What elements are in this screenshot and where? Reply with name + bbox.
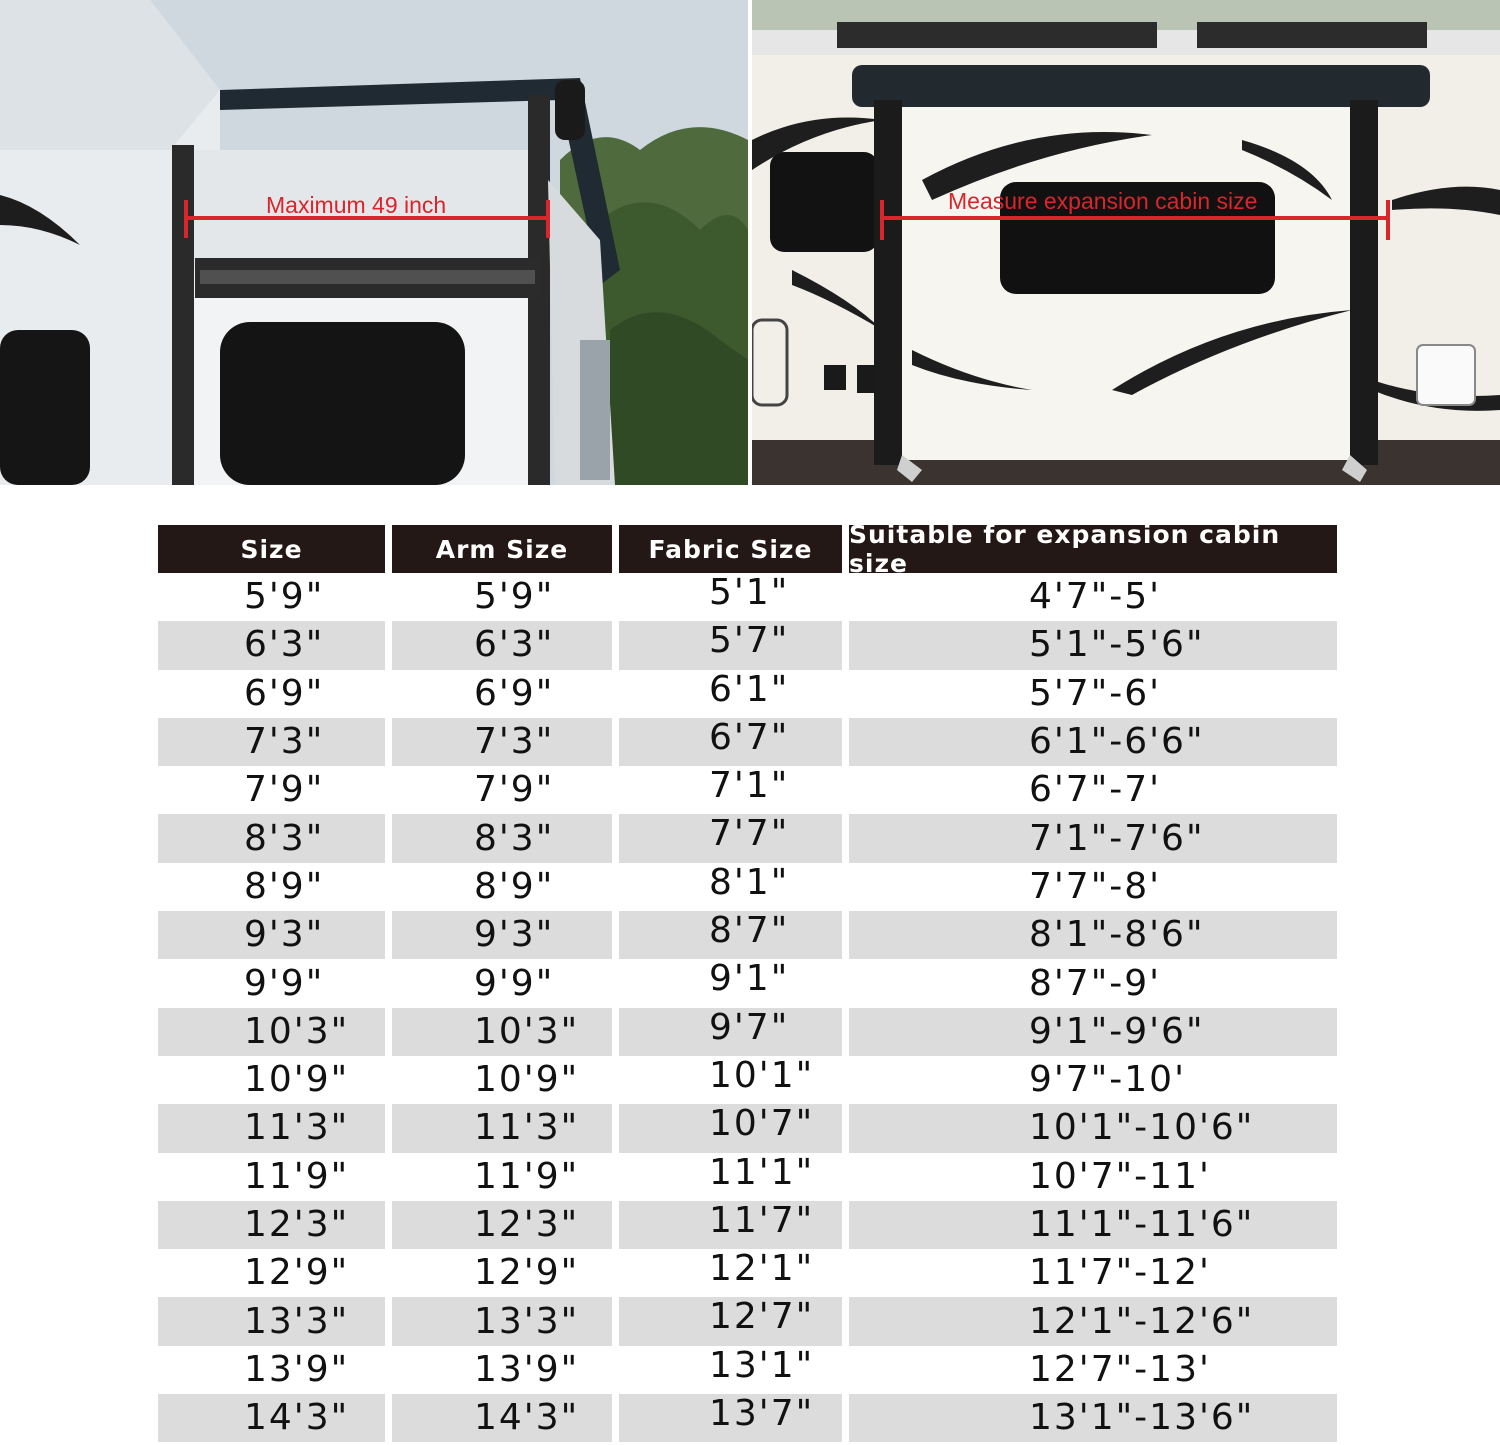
- fabric-size-cell: 12'7": [619, 1297, 842, 1345]
- arm-size-cell: 7'3": [392, 718, 612, 766]
- size-cell: 13'3": [158, 1297, 385, 1345]
- fabric-size-cell: 6'7": [619, 718, 842, 766]
- fabric-size-cell: 10'7": [619, 1104, 842, 1152]
- size-cell: 11'3": [158, 1104, 385, 1152]
- cabin-size-cell: 8'1"-8'6": [849, 911, 1337, 959]
- arm-size-cell: 6'3": [392, 621, 612, 669]
- size-cell: 7'9": [244, 769, 325, 811]
- table-row: [158, 1056, 1338, 1104]
- table-row: [158, 1104, 1338, 1152]
- cabin-size-cell: 4'7"-5': [1029, 576, 1162, 618]
- size-cell: 8'9": [244, 865, 325, 907]
- table-row: [158, 718, 1338, 766]
- cabin-size-cell: 5'1"-5'6": [849, 621, 1337, 669]
- arm-size-cell: 13'9": [474, 1348, 580, 1390]
- arm-size-cell: 6'9": [474, 672, 555, 714]
- size-cell: 12'9": [244, 1252, 350, 1294]
- table-row: [158, 911, 1338, 959]
- fabric-size-cell: 9'7": [619, 1008, 842, 1056]
- cabin-size-cell: 8'7"-9': [1029, 962, 1162, 1004]
- fabric-size-cell: 8'7": [619, 911, 842, 959]
- fabric-size-cell: 9'1": [709, 958, 790, 1000]
- header-arm-size: Arm Size: [392, 525, 612, 573]
- arm-size-cell: 7'9": [474, 769, 555, 811]
- cabin-size-cell: 6'1"-6'6": [849, 718, 1337, 766]
- arm-size-cell: 13'3": [392, 1297, 612, 1345]
- table-body: [158, 573, 1338, 1442]
- arm-size-cell: 12'3": [392, 1201, 612, 1249]
- fabric-size-cell: 10'1": [709, 1054, 815, 1096]
- arm-size-cell: 10'3": [392, 1008, 612, 1056]
- table-header: [158, 520, 1338, 578]
- cabin-size-cell: 11'1"-11'6": [849, 1201, 1337, 1249]
- arm-size-cell: 5'9": [474, 576, 555, 618]
- arm-size-cell: 9'9": [474, 962, 555, 1004]
- table-row: [158, 1297, 1338, 1345]
- photo-slideout-side: [0, 0, 748, 485]
- table-row: [158, 573, 1338, 621]
- size-cell: 10'3": [158, 1008, 385, 1056]
- size-cell: 7'3": [158, 718, 385, 766]
- photo-slideout-front: [752, 0, 1500, 485]
- table-row: [158, 1249, 1338, 1297]
- table-row: [158, 1346, 1338, 1394]
- table-row: [158, 1153, 1338, 1201]
- fabric-size-cell: 8'1": [709, 861, 790, 903]
- max-width-label: Maximum 49 inch: [266, 192, 447, 218]
- size-cell: 9'9": [244, 962, 325, 1004]
- table-row: [158, 1201, 1338, 1249]
- cabin-size-cell: 7'7"-8': [1029, 865, 1162, 907]
- arm-size-cell: 14'3": [392, 1394, 612, 1442]
- header-cabin-size: Suitable for expansion cabin size: [849, 525, 1337, 573]
- fabric-size-cell: 13'1": [709, 1344, 815, 1386]
- fabric-size-cell: 13'7": [619, 1394, 842, 1442]
- cabin-size-cell: 13'1"-13'6": [849, 1394, 1337, 1442]
- table-row: [158, 766, 1338, 814]
- size-cell: 12'3": [158, 1201, 385, 1249]
- size-table: [158, 520, 1338, 1442]
- fabric-size-cell: 6'1": [709, 668, 790, 710]
- slideout-side-illustration: [0, 0, 748, 485]
- arm-size-cell: 11'9": [474, 1155, 580, 1197]
- cabin-size-cell: 11'7"-12': [1029, 1252, 1211, 1294]
- fabric-size-cell: 5'1": [709, 572, 790, 613]
- cabin-size-cell: 5'7"-6': [1029, 672, 1162, 714]
- measure-cabin-label: Measure expansion cabin size: [948, 188, 1258, 214]
- fabric-size-cell: 7'7": [619, 814, 842, 862]
- table-row: [158, 1394, 1338, 1442]
- size-cell: 14'3": [158, 1394, 385, 1442]
- arm-size-cell: 8'3": [392, 814, 612, 862]
- fabric-size-cell: 7'1": [709, 765, 790, 807]
- size-cell: 13'9": [244, 1348, 350, 1390]
- arm-size-cell: 12'9": [474, 1252, 580, 1294]
- table-row: [158, 670, 1338, 718]
- arm-size-cell: 11'3": [392, 1104, 612, 1152]
- fabric-size-cell: 12'1": [709, 1248, 815, 1290]
- arm-size-cell: 10'9": [474, 1059, 580, 1101]
- size-cell: 11'9": [244, 1155, 350, 1197]
- cabin-size-cell: 9'1"-9'6": [849, 1008, 1337, 1056]
- table-row: [158, 1008, 1338, 1056]
- cabin-size-cell: 9'7"-10': [1029, 1059, 1186, 1101]
- cabin-size-cell: 10'7"-11': [1029, 1155, 1211, 1197]
- cabin-size-cell: 12'1"-12'6": [849, 1297, 1337, 1345]
- cabin-size-cell: 10'1"-10'6": [849, 1104, 1337, 1152]
- header-fabric-size: Fabric Size: [619, 525, 842, 573]
- cabin-size-cell: 12'7"-13': [1029, 1348, 1211, 1390]
- arm-size-cell: 9'3": [392, 911, 612, 959]
- fabric-size-cell: 11'7": [619, 1201, 842, 1249]
- size-cell: 6'9": [244, 672, 325, 714]
- size-cell: 10'9": [244, 1059, 350, 1101]
- fabric-size-cell: 5'7": [619, 621, 842, 669]
- arm-size-cell: 8'9": [474, 865, 555, 907]
- table-row: [158, 814, 1338, 862]
- cabin-size-cell: 7'1"-7'6": [849, 814, 1337, 862]
- table-row: [158, 959, 1338, 1007]
- size-cell: 9'3": [158, 911, 385, 959]
- slideout-front-illustration: [752, 0, 1500, 485]
- size-cell: 5'9": [244, 576, 325, 618]
- fabric-size-cell: 11'1": [709, 1151, 815, 1193]
- table-row: [158, 621, 1338, 669]
- size-cell: 6'3": [158, 621, 385, 669]
- size-cell: 8'3": [158, 814, 385, 862]
- table-row: [158, 863, 1338, 911]
- cabin-size-cell: 6'7"-7': [1029, 769, 1162, 811]
- header-size: Size: [158, 525, 385, 573]
